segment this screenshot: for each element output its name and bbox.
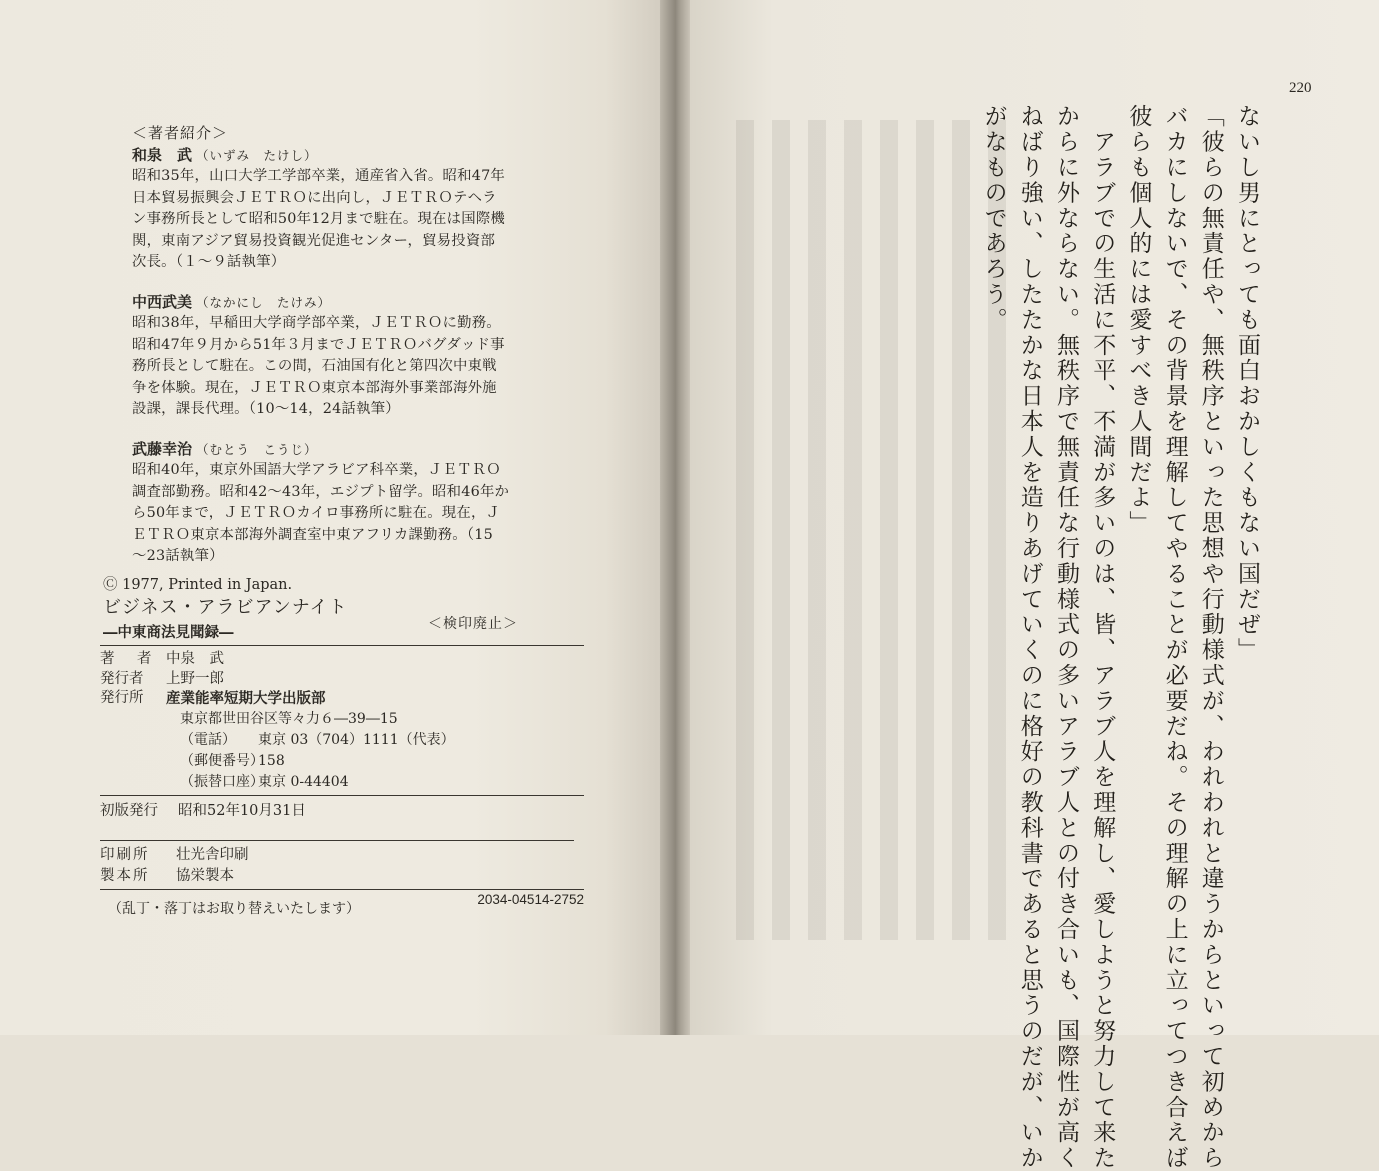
author-name: 和泉 武 [132,146,193,164]
author-bio-line: 日本貿易振興会ＪＥＴＲＯに出向し，ＪＥＴＲＯテヘラ [132,189,497,206]
postal-row: （郵便番号）158 [180,752,285,769]
author-bio-line: ン事務所長として昭和50年12月まで駐在。現在は国際機 [132,211,506,228]
author-name: 中西武美 [132,292,193,311]
text-line: 彼らも個人的には愛すべき人間だよ」 [1125,104,1152,536]
author-bio-line: 昭和40年，東京外国語大学アラビア科卒業，ＪＥＴＲＯ [132,461,501,478]
author-bio-line: 関，東南アジア貿易投資観光促進センター，貿易投資部 [132,232,496,249]
publisher-row: 発行所 産業能率短期大学出版部 [100,690,326,707]
author-reading: （いずみ たけし） [196,148,318,163]
divider [100,840,574,841]
book-title: ビジネス・アラビアンナイト [103,597,348,618]
first-edition-row: 初版発行 昭和52年10月31日 [100,802,306,819]
author-bio-line: ＥＴＲＯ東京本部海外調査室中東アフリカ課勤務。（15 [132,526,493,543]
text-line: ねばり強い、したたかな日本人を造りあげていくのに格好の教科書であると思うのだが、いか [1016,104,1043,1171]
text-line: 「彼らの無責任や、無秩序といった思想や行動様式が、われわれと違うからといって初めから [1197,104,1224,1171]
publisher-address: 東京都世田谷区等々力６―39―15 [180,710,398,727]
body-text [975,104,1265,1171]
author-entry [132,292,532,421]
author-introduction [132,122,532,586]
replacement-note: （乱丁・落丁はお取り替えいたします） [108,900,360,917]
text-line: バカにしないで、その背景を理解してやることが必要だね。その理解の上に立ってつき合えば [1161,104,1188,1171]
author-bio-line: 務所長として駐在。この間，石油国有化と第四次中東戦 [132,358,497,375]
author-bio-line: ～23話執筆） [132,548,224,565]
author-bio-line: 昭和47年９月から51年３月までＪＥＴＲＯバグダッド事 [132,336,505,353]
divider [100,645,584,646]
author-bio-line: 昭和38年，早稲田大学商学部卒業，ＪＥＴＲＯに勤務。 [132,314,501,331]
divider [100,795,584,796]
author-bio-line: 次長。（１～９話執筆） [132,254,286,271]
authors-heading: ＜著者紹介＞ [132,124,229,142]
colophon [100,575,584,920]
author-entry [132,145,532,274]
book-subtitle: ―中東商法見聞録― [103,624,234,641]
text-line: からに外ならない。無秩序で無責任な行動様式の多いアラブ人との付き合いも、国際性が高く [1052,104,1079,1171]
author-name: 武藤幸治 [132,439,193,458]
author-reading: （むとう こうじ） [196,441,318,457]
copyright-line: Ⓒ 1977, Printed in Japan. [103,577,293,593]
publisher-person-row: 発行者 上野一郎 [100,670,224,687]
author-bio-line: 昭和35年，山口大学工学部卒業，通産省入省。昭和47年 [132,168,506,184]
printer-row: 印刷所 壮光舎印刷 [100,846,249,863]
author-bio-line: ら50年まで，ＪＥＴＲＯカイロ事務所に駐在。現在，Ｊ [132,505,501,522]
text-line: がなものであろう。 [980,104,1007,333]
binder-row: 製本所 協栄製本 [100,867,234,884]
author-bio-line: 争を体験。現在，ＪＥＴＲＯ東京本部海外事業部海外施 [132,379,497,396]
author-bio-line: 設課，課長代理。（10～14，24話執筆） [132,401,400,418]
text-line: アラブでの生活に不平、不満が多いのは、皆、アラブ人を理解し、愛しようと努力して来た [1089,104,1116,1171]
book-code: 2034-04514-2752 [477,891,584,907]
author-entry [132,439,532,568]
transfer-row: （振替口座）東京 0-44404 [180,773,349,790]
author-row: 著 者 中泉 武 [100,651,224,667]
author-reading: （なかにし たけみ） [196,294,332,310]
book-gutter [660,0,694,1035]
text-line: ないし男にとっても面白おかしくもない国だぜ」 [1234,104,1260,663]
show-through-text [736,120,1016,940]
page-number: 220 [1289,80,1312,96]
author-bio-line: 調査部勤務。昭和42～43年，エジプト留学。昭和46年か [132,483,510,500]
divider [100,889,584,890]
phone-row: （電話） 東京 03（704）1111（代表） [180,731,455,748]
stamp-note: ＜検印廃止＞ [428,616,518,632]
